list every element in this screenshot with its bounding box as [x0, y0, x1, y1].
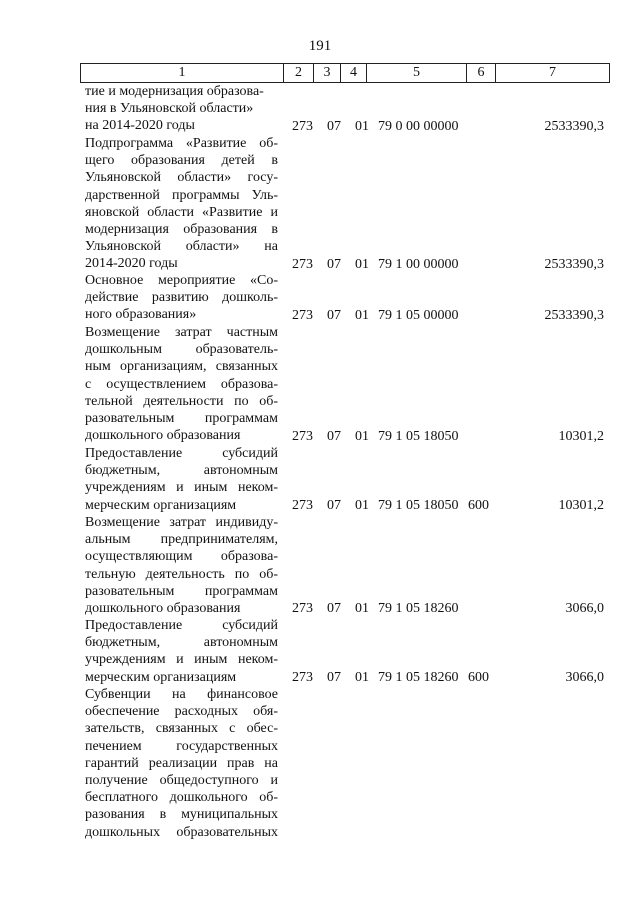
row-code-5: 79 1 05 18260	[378, 601, 459, 616]
row-code-2: 273	[292, 257, 313, 272]
row-code-4: 01	[355, 257, 369, 272]
row-code-3: 07	[327, 119, 341, 134]
row-description: Субвенции на финансовое обеспечение расходных обя- зательств, связанных с обес- печением государственных гарантий реализации прав на получение общедоступного и бесплатного дошкольного об- разования в муниципальных дошкольных образовательных	[85, 687, 278, 840]
row-code-4: 01	[355, 119, 369, 134]
header-col-4: 4	[341, 64, 367, 82]
row-code-4: 01	[355, 429, 369, 444]
row-code-3: 07	[327, 429, 341, 444]
row-code-5: 79 0 00 00000	[378, 119, 459, 134]
page-number: 191	[308, 38, 332, 54]
table-header	[80, 63, 610, 83]
row-amount: 3066,0	[565, 601, 604, 616]
row-code-3: 07	[327, 601, 341, 616]
row-code-2: 273	[292, 498, 313, 513]
row-code-5: 79 1 05 18260	[378, 670, 459, 685]
header-col-5: 5	[367, 64, 467, 82]
row-code-5: 79 1 05 00000	[378, 308, 459, 323]
row-code-3: 07	[327, 257, 341, 272]
row-code-3: 07	[327, 308, 341, 323]
row-code-4: 01	[355, 601, 369, 616]
row-code-6: 600	[468, 670, 489, 685]
row-amount: 10301,2	[558, 498, 604, 513]
row-amount: 2533390,3	[544, 119, 604, 134]
row-code-2: 273	[292, 429, 313, 444]
row-amount: 10301,2	[558, 429, 604, 444]
row-code-6: 600	[468, 498, 489, 513]
row-code-3: 07	[327, 498, 341, 513]
row-description: тие и модернизация образова- ния в Ульяновской области» на 2014-2020 годы	[85, 84, 264, 134]
row-description: Возмещение затрат частным дошкольным образователь- ным организациям, связанных с осуществлением образова- тельной деятельности по об- разовательным программам дошкольного образования	[85, 325, 278, 444]
row-code-2: 273	[292, 308, 313, 323]
row-code-2: 273	[292, 670, 313, 685]
row-description: Предоставление субсидий бюджетным, автономным учреждениям и иным неком- мерческим организациям	[85, 618, 278, 685]
header-col-3: 3	[314, 64, 341, 82]
header-col-1: 1	[81, 64, 284, 82]
row-code-4: 01	[355, 308, 369, 323]
row-code-5: 79 1 05 18050	[378, 429, 459, 444]
row-code-2: 273	[292, 119, 313, 134]
row-code-3: 07	[327, 670, 341, 685]
header-col-2: 2	[284, 64, 314, 82]
row-amount: 2533390,3	[544, 308, 604, 323]
row-code-5: 79 1 05 18050	[378, 498, 459, 513]
row-description: Подпрограмма «Развитие об- щего образования детей в Ульяновской области» госу- дарственной программы Уль- яновской области «Развитие и модернизация образования в Ульяновской области» на 2014-2020 годы	[85, 136, 278, 272]
row-amount: 2533390,3	[544, 257, 604, 272]
header-col-7: 7	[549, 65, 556, 80]
row-description: Основное мероприятие «Со- действие развитию дошколь- ного образования»	[85, 273, 278, 323]
row-code-2: 273	[292, 601, 313, 616]
row-description: Возмещение затрат индивиду- альным предпринимателям, осуществляющим образова- тельную деятельность по об- разовательным программам дошкольного образования	[85, 515, 278, 617]
header-col-6: 6	[467, 64, 496, 82]
row-description: Предоставление субсидий бюджетным, автономным учреждениям и иным неком- мерческим организациям	[85, 446, 278, 513]
row-code-4: 01	[355, 498, 369, 513]
row-amount: 3066,0	[565, 670, 604, 685]
row-code-4: 01	[355, 670, 369, 685]
row-code-5: 79 1 00 00000	[378, 257, 459, 272]
